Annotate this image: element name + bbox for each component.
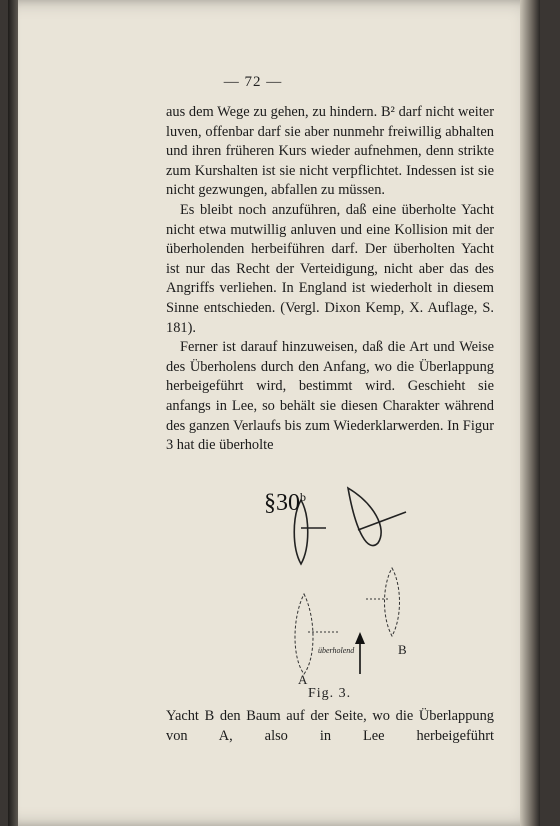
paragraph: Ferner ist darauf hinzuweisen, daß die Art und Weise des Überholens durch den Anfang, wo die Überlappung herbeigeführt wird, bestimmt wird. Geschieht sie anfangs in Lee, so behält sie diesen Charakter während des ganzen Verlaufs bis zum Wiederklarwerden. In Figur 3 hat die überholte <box>166 339 494 454</box>
section-mark: §30$^b$ <box>264 490 306 516</box>
page-number: — 72 — <box>223 74 283 90</box>
figure-caption: Fig. 3. <box>308 686 352 701</box>
book-spine <box>8 0 18 826</box>
body-text <box>166 103 494 456</box>
yacht-hull-a <box>295 594 313 674</box>
figure-3-diagram <box>238 468 438 688</box>
label-yacht-a: A <box>298 672 308 687</box>
paragraph: aus dem Wege zu gehen, zu hindern. B² darf nicht weiter luven, offenbar darf sie aber nunmehr freiwillig abhalten und ihren früheren Kurs wieder aufnehmen, denn strikte zum Kurshalten ist sie nicht verpflichtet. Indessen ist sie nicht gezwungen, abfallen zu müssen. <box>166 104 494 199</box>
paragraph: Es bleibt noch anzuführen, daß eine überholte Yacht nicht etwa mutwillig anluven und eine Kollision mit der überholenden herbeiführen darf. Der überholten Yacht ist nur das Recht der Verteidigung, nicht aber das des Angriffs verliehen. In England ist wiederholt in diesem Sinne entschieden. (Vergl. Dixon Kemp, X. Auflage, S. 181). <box>166 201 494 336</box>
label-overtaking: überholend <box>318 646 355 655</box>
boom-upper-right <box>358 512 406 530</box>
arrow-head <box>355 632 365 644</box>
yacht-hull-upper-right <box>348 488 381 546</box>
page-edge <box>520 0 540 826</box>
book-page <box>8 0 540 826</box>
yacht-hull-b <box>385 568 400 636</box>
label-yacht-b: B <box>398 642 407 657</box>
body-text-bottom <box>166 707 494 746</box>
paragraph: Yacht B den Baum auf der Seite, wo die Überlappung von A, also in Lee herbeigeführt <box>166 708 494 744</box>
